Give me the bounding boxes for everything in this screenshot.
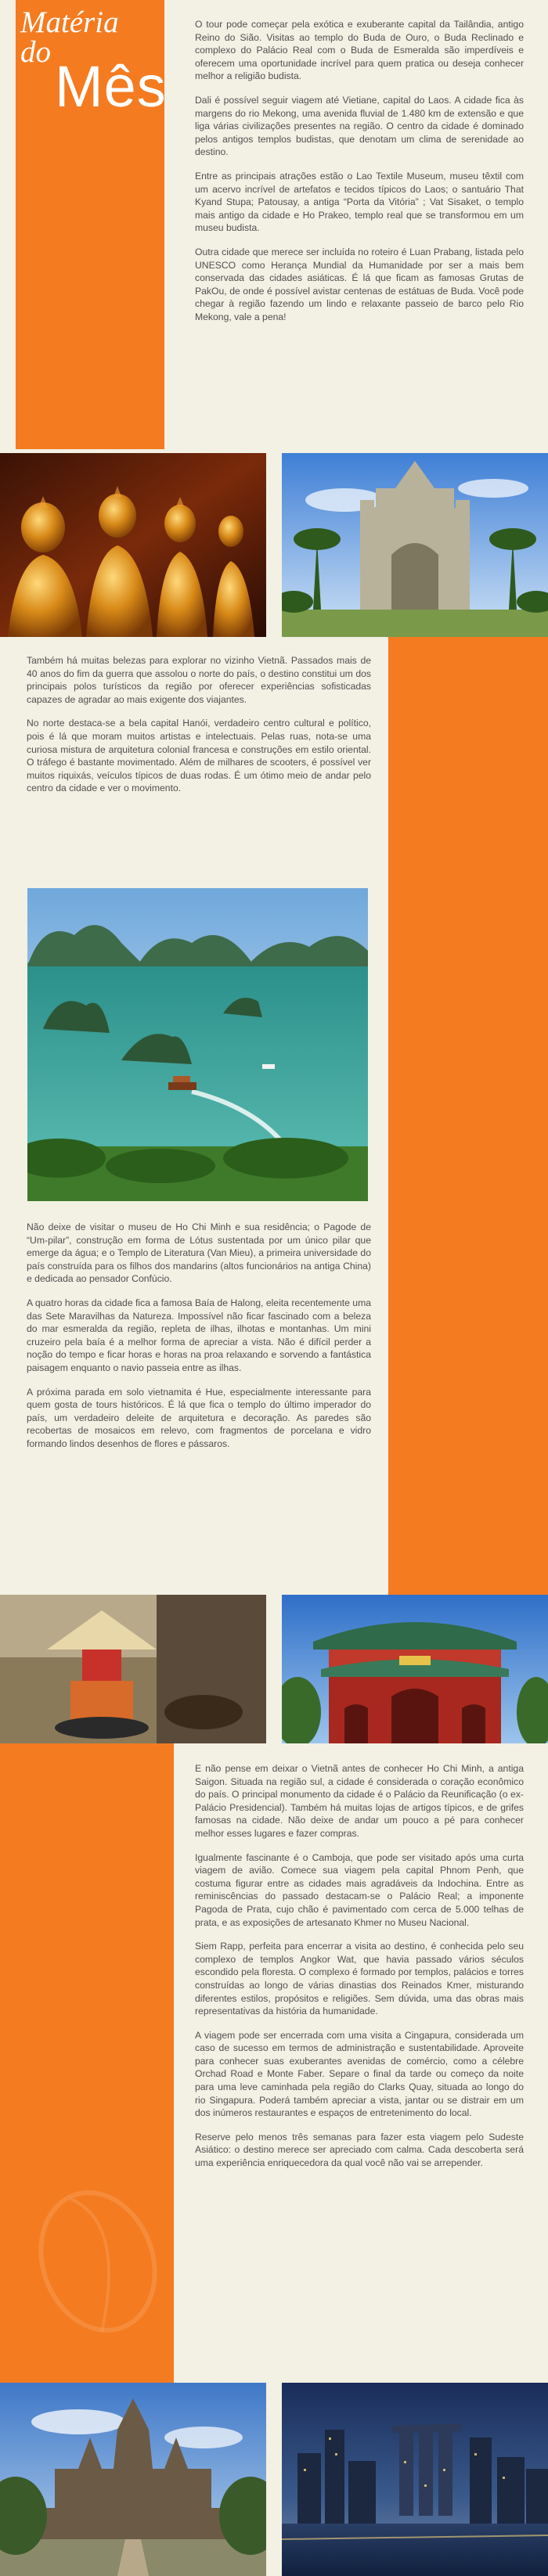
title-line-2: do bbox=[20, 35, 51, 69]
paragraph: No norte destaca-se a bela capital Hanói, verdadeiro centro cultural e político, pois é lá que moram muitos artistas e intelectuais. Pelas ruas, nota-se uma curiosa mistura de arquitetura colonial francesa e construções em estilo oriental. O tráfego é bastante movimentado. Além de milhares de scooters, é possível ver muitos riquixás, veículos típicos de duas rodas. É um ótimo meio de andar pelo centro da cidade e ver o movimento. bbox=[27, 718, 371, 794]
title-line-3: Mês bbox=[55, 54, 167, 119]
singapore-skyline-photo bbox=[282, 2383, 548, 2576]
angkor-temple-photo bbox=[0, 2383, 266, 2576]
paragraph: A próxima parada em solo vietnamita é Hue, especialmente interessante para quem gosta de tours históricos. É lá que fica o templo do último imperador do país, um verdadeiro deleite de arquitetura e decoração. As paredes são recobertas de mosaicos em relevo, com fragmentos de porcelana e vidro formando lindos desenhos de flores e pássaros. bbox=[27, 1386, 371, 1449]
paragraph: O tour pode começar pela exótica e exuberante capital da Tailândia, antigo Reino do Sião. Visitas ao templo do Buda de Ouro, o Buda Reclinado e complexo do Palácio Real com o Buda de Esmeralda são imperdíveis e oferecem uma oportunidade incrível para quem pratica ou deseja conhecer melhor a religião budista. bbox=[195, 19, 524, 82]
patuxai-monument-photo bbox=[282, 453, 548, 637]
buddha-statues-photo bbox=[0, 453, 266, 637]
paragraph: Dali é possível seguir viagem até Vietiane, capital do Laos. A cidade fica às margens do rio Mekong, uma avenida fluvial de 1.480 km de extensão e que liga várias civilizações presentes na região. O centro da cidade é dominado pelos antigos templos budistas, que denotam um clima de serenidade ao destino. bbox=[195, 94, 524, 158]
paragraph: Também há muitas belezas para explorar no vizinho Vietnã. Passados mais de 40 anos do fim da guerra que assolou o norte do país, o destino constitui um dos principais polos turísticos da região por oferecer experiências sofisticadas capazes de agradar ao mais exigente dos viajantes. bbox=[27, 655, 371, 705]
halong-bay-photo bbox=[27, 888, 368, 1201]
paragraph: Siem Rapp, perfeita para encerrar a visita ao destino, é conhecida pelo seu complexo de templos Angkor Wat, que havia passado vários séculos escondido pela floresta. O complexo é formado por templos, palácios e torres construídas ao longo de várias dinastias dos Reinados Kmer, misturando diferentes estilos, propósitos e religiões. Sem dúvida, uma das obras mais representativas da história da humanidade. bbox=[195, 1941, 524, 2017]
paragraph: Outra cidade que merece ser incluída no roteiro é Luan Prabang, listada pelo UNESCO como Herança Mundial da Humanidade por ser a mais bem conservada das cidades asiáticas. É lá que ficam as famosas Grutas de PakOu, de onde é possível avistar centenas de estátuas de Buda. Você pode chegar à região fazendo um lindo e relaxante passeio de barco pelo Rio Mekong, vale a pena! bbox=[195, 246, 524, 322]
paragraph: Não deixe de visitar o museu de Ho Chi Minh e sua residência; o Pagode de “Um-pilar”, construção em forma de Lótus sustentada por um único pilar que emerge da água; e o Templo de Literatura (Van Mieu), a primeira universidade do país construída para os filhos dos mandarins (altos funcionários na antiga China) e dedicada ao pensador Confúcio. bbox=[27, 1221, 371, 1285]
paragraph: A viagem pode ser encerrada com uma visita a Cingapura, considerada um caso de sucesso em termos de administração e sustentabilidade. Aproveite para conhecer suas exuberantes avenidas de comércio, como a célebre Orchad Road e Monte Faber. Separe o final da tarde ou começo da noite para uma leve caminhada pela região do Clarks Quay, situada ao longo do rio Singapura. Poderá também apreciar a vista, jantar ou se distrair em um dos inúmeros restaurantes e espaços de entretenimento do local. bbox=[195, 2029, 524, 2119]
paragraph: E não pense em deixar o Vietnã antes de conhecer Ho Chi Minh, a antiga Saigon. Situada na região sul, a cidade é considerada o coração econômico do país. O principal monumento da cidade é o Palácio da Reunificação (o ex-Palácio Presidencial). Também há muitas lojas de artigos típicos, e de grifes famosas na cidade. Não deixe de andar um pouco a pé para conhecer melhor esses lugares e fazer compras. bbox=[195, 1763, 524, 1839]
right-orange-band bbox=[388, 626, 548, 1595]
vietnam-details-text bbox=[27, 1221, 371, 1462]
decorative-watermark bbox=[16, 2175, 172, 2348]
paragraph: A quatro horas da cidade fica a famosa Baía de Halong, eleita recentemente uma das Sete Maravilhas da Natureza. Impossível não ficar fascinado com a beleza do mar esmeralda da região, repleta de ilhas, ilhotas e montanhas. Um mini cruzeiro pela baía é a melhor forma de apreciar a vista. Não é difícil perder a noção do tempo e ficar horas e horas na proa relaxando e sorvendo a fantástica paisagem enquanto o navio passeia entre as ilhas. bbox=[27, 1297, 371, 1373]
street-vendor-photo bbox=[0, 1595, 266, 1743]
chinese-temple-gate-photo bbox=[282, 1595, 548, 1743]
cambodia-singapore-text bbox=[195, 1762, 524, 2181]
title-line-1: Matéria bbox=[20, 5, 119, 39]
paragraph: Reserve pelo menos três semanas para fazer esta viagem pelo Sudeste Asiático: o destino merece ser apreciado com calma. Cada descoberta será uma experiência enriquecedora da qual você não vai se arrepender. bbox=[195, 2131, 524, 2169]
vietnam-intro-text bbox=[27, 654, 371, 806]
paragraph: Igualmente fascinante é o Camboja, que pode ser visitado após uma curta viagem de avião. Comece sua viagem pela capital Phnom Penh, que costuma figurar entre as cidades mais agradáveis da Indochina. Entre as reminiscências do passado destacam-se o Palácio Real; a imponente Pagoda de Prata, cujo chão é pavimentado com cerca de 5.000 telhas de prata, e as exposições de artesanato Khmer no Museu Nacional. bbox=[195, 1851, 524, 1928]
paragraph: Entre as principais atrações estão o Lao Textile Museum, museu têxtil com um acervo incrível de artefatos e tecidos típicos do Laos; o santuário That Kyand Stupa; Patousay, a antiga “Porta da Vitória” ; Vat Sisaket, o templo mais antigo da cidade e Ho Prakeo, templo real que se transformou em um museu budista. bbox=[195, 170, 524, 234]
intro-text-block bbox=[195, 18, 524, 334]
